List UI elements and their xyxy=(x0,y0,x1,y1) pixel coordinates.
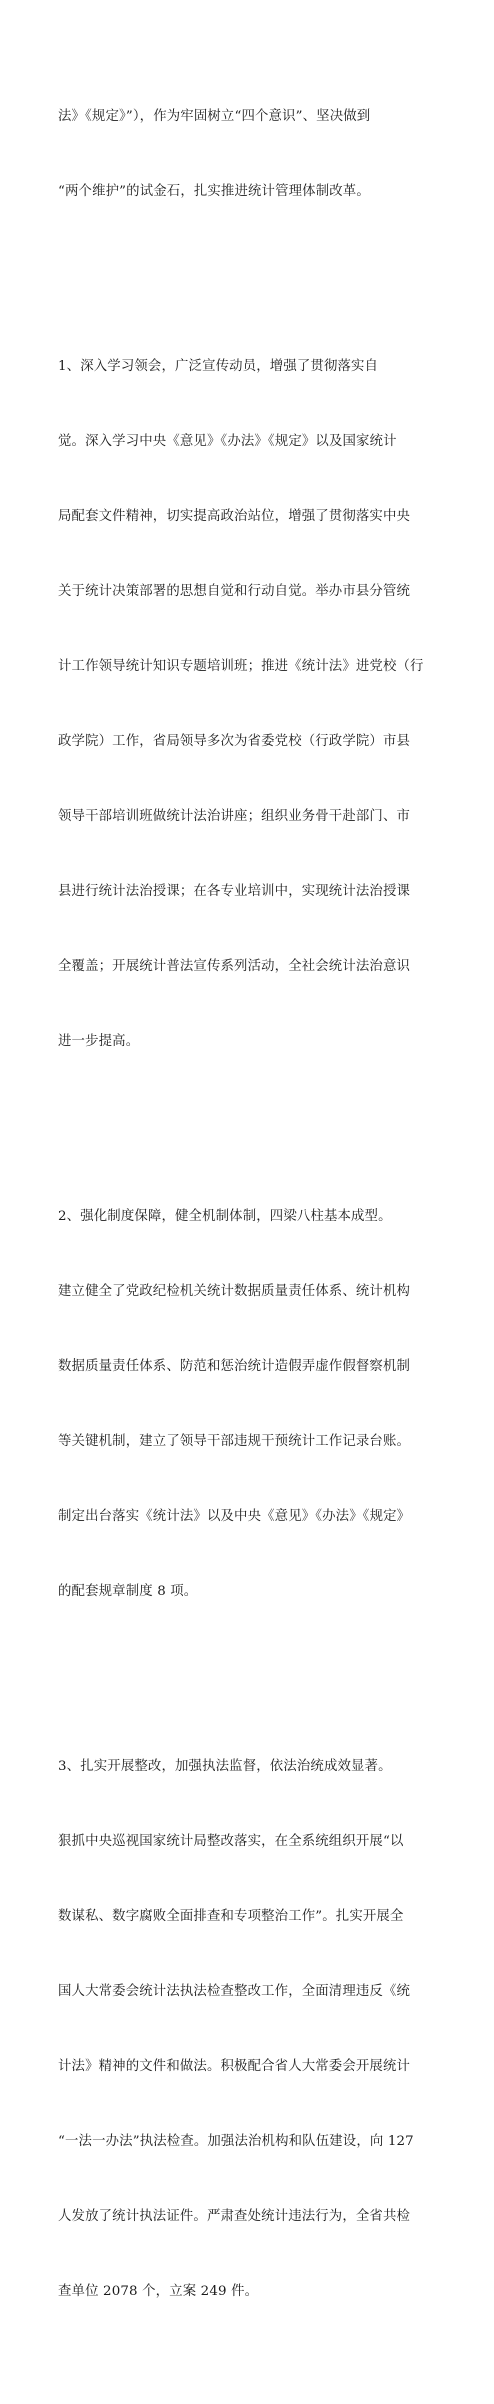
text-line: 法》《规定》”），作为牢固树立“四个意识”、坚决做到 xyxy=(58,109,371,124)
text-line: 查单位 2078 个，立案 249 件。 xyxy=(58,2284,259,2299)
text-line: 计工作领导统计知识专题培训班；推进《统计法》进党校（行 xyxy=(58,659,424,674)
text-line: 建立健全了党政纪检机关统计数据质量责任体系、统计机构 xyxy=(58,1284,411,1299)
text-line: 政学院）工作，省局领导多次为省委党校（行政学院）市县 xyxy=(58,734,411,749)
text-line: 领导干部培训班做统计法治讲座；组织业务骨干赴部门、市 xyxy=(58,809,411,824)
text-line: 国人大常委会统计法执法检查整改工作，全面清理违反《统 xyxy=(58,1984,411,1999)
text-line: 狠抓中央巡视国家统计局整改落实，在全系统组织开展“以 xyxy=(58,1834,404,1849)
text-line: 关于统计决策部署的思想自觉和行动自觉。举办市县分管统 xyxy=(58,584,411,599)
text-line: 人发放了统计执法证件。严肃查处统计违法行为，全省共检 xyxy=(58,2209,411,2224)
text-line: 觉。深入学习中央《意见》《办法》《规定》以及国家统计 xyxy=(58,434,397,449)
text-line: 的配套规章制度 8 项。 xyxy=(58,1584,198,1599)
text-line: 1、深入学习领会，广泛宣传动员，增强了贯彻落实自 xyxy=(58,359,379,374)
paragraph-item-1 xyxy=(58,304,444,1104)
text-line: 数据质量责任体系、防范和惩治统计造假弄虚作假督察机制 xyxy=(58,1359,411,1374)
text-line: 数谋私、数字腐败全面排查和专项整治工作”。扎实开展全 xyxy=(58,1909,404,1924)
text-line: 2、强化制度保障，健全机制体制，四梁八柱基本成型。 xyxy=(58,1209,392,1224)
text-line: 3、扎实开展整改，加强执法监督，依法治统成效显著。 xyxy=(58,1759,392,1774)
text-line: 局配套文件精神，切实提高政治站位，增强了贯彻落实中央 xyxy=(58,509,411,524)
text-line: “一法一办法”执法检查。加强法治机构和队伍建设，向 127 xyxy=(58,2134,414,2149)
paragraph-item-3 xyxy=(58,1704,444,2354)
text-line: “两个维护”的试金石，扎实推进统计管理体制改革。 xyxy=(58,184,370,199)
text-line: 计法》精神的文件和做法。积极配合省人大常委会开展统计 xyxy=(58,2059,411,2074)
text-line: 县进行统计法治授课；在各专业培训中，实现统计法治授课 xyxy=(58,884,411,899)
text-line: 全覆盖；开展统计普法宣传系列活动，全社会统计法治意识 xyxy=(58,959,411,974)
text-line: 等关键机制，建立了领导干部违规干预统计工作记录台账。 xyxy=(58,1434,411,1449)
text-line: 制定出台落实《统计法》以及中央《意见》《办法》《规定》 xyxy=(58,1509,411,1524)
text-line: 进一步提高。 xyxy=(58,1034,140,1049)
document-body xyxy=(58,4,444,2404)
paragraph-intro-tail xyxy=(58,54,444,254)
paragraph-item-2 xyxy=(58,1154,444,1654)
